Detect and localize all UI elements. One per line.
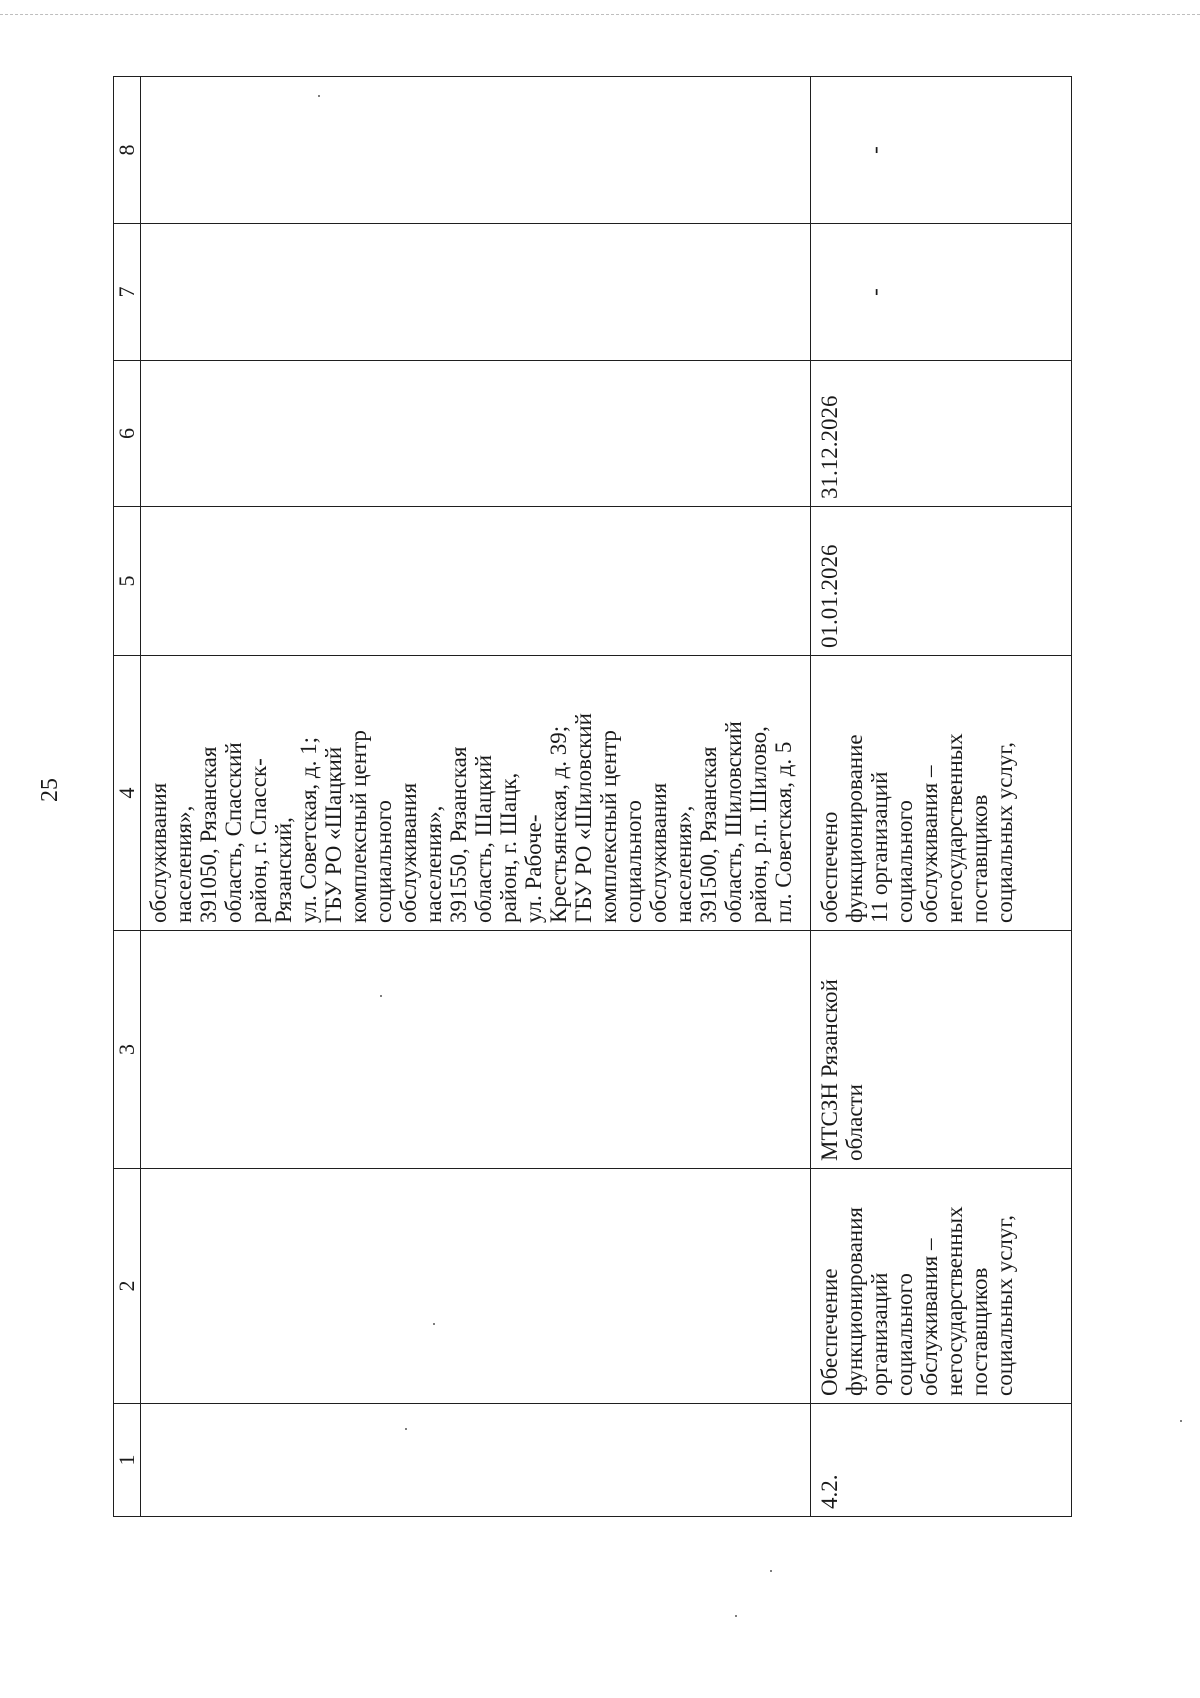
cont-col4-line: обслуживания — [646, 782, 671, 923]
row42-col2-line: Обеспечение — [817, 1268, 842, 1396]
cont-col4-line: район, р.п. Шилово, — [746, 726, 771, 923]
scan-edge-line — [0, 14, 1200, 15]
row42-col2-line: организаций — [867, 1272, 892, 1396]
row42-col4-line: обеспечено — [817, 811, 842, 923]
row42-col4-line: негосударственных — [942, 733, 967, 923]
table-row-4-2 — [811, 77, 1072, 1517]
scan-speck — [735, 1615, 737, 1617]
header-cell-1: 1 — [114, 1404, 141, 1517]
cont-col4-line: область, Шиловский — [721, 721, 746, 923]
row42-col8-dash: - — [862, 146, 887, 154]
cont-cell-8 — [141, 77, 811, 224]
cont-col4-line: район, г. Спасск- — [246, 758, 271, 923]
cont-col4-line: населения», — [671, 805, 696, 923]
cont-col4-line: район, г. Шацк, — [496, 772, 521, 923]
row42-result — [811, 656, 1072, 931]
scan-speck — [318, 95, 320, 97]
row42-col4-line: социальных услуг, — [992, 742, 1017, 923]
header-cell-7: 7 — [114, 224, 141, 361]
cont-col4-line: пл. Советская, д. 5 — [771, 741, 796, 923]
header-cell-4: 4 — [114, 656, 141, 931]
cont-cell-5 — [141, 507, 811, 656]
cont-cell-6 — [141, 361, 811, 507]
cont-col4-line: Рязанский, — [271, 817, 296, 923]
row42-col2-line: функционирования — [842, 1206, 867, 1396]
header-cell-6: 6 — [114, 361, 141, 507]
cont-col4-line: населения», — [171, 805, 196, 923]
row42-col4-line: социального — [892, 800, 917, 923]
cont-cell-3 — [141, 931, 811, 1169]
cont-col4-line: область, Спасский — [221, 742, 246, 923]
row42-col2-line: негосударственных — [942, 1206, 967, 1396]
header-row — [114, 77, 141, 1517]
cont-col4-line: 391550, Рязанская — [446, 746, 471, 923]
row42-responsible — [811, 931, 1072, 1169]
cont-col4-line: 391050, Рязанская — [196, 746, 221, 923]
row42-col4-line: функционирование — [842, 734, 867, 923]
cont-col4-line: ул. Рабоче- — [521, 814, 546, 923]
row42-col7 — [811, 224, 1072, 361]
scan-speck — [770, 1570, 772, 1572]
rotated-table-container — [113, 77, 1072, 1517]
row42-col3-line: области — [842, 1084, 867, 1161]
scan-speck — [405, 1428, 407, 1430]
cont-col4-line: социального — [621, 800, 646, 923]
row42-number: 4.2. — [811, 1404, 1072, 1517]
scan-speck — [433, 1323, 435, 1325]
row42-start-date: 01.01.2026 — [811, 507, 1072, 656]
cont-col4-line: Крестьянская, д. 39; — [546, 725, 571, 923]
cont-col4-line: комплексный центр — [346, 730, 371, 923]
page-number: 25 — [37, 778, 63, 802]
row42-col2-line: поставщиков — [967, 1267, 992, 1396]
cont-col4-line: ГБУ РО «Шиловский — [571, 713, 596, 923]
cont-col4-line: населения», — [421, 805, 446, 923]
row42-end-date: 31.12.2026 — [811, 361, 1072, 507]
row42-col4-line: 11 организаций — [867, 771, 892, 923]
program-table — [113, 76, 1072, 1517]
row42-col4-line: поставщиков — [967, 794, 992, 923]
row42-col8 — [811, 77, 1072, 224]
row42-col2-line: социальных услуг, — [992, 1215, 1017, 1396]
cont-cell-1 — [141, 1404, 811, 1517]
scan-speck — [1180, 1420, 1182, 1422]
row42-col3-line: МТСЗН Рязанской — [817, 979, 842, 1161]
cont-cell-7 — [141, 224, 811, 361]
cont-col4-line: обслуживания — [396, 782, 421, 923]
cont-col4-line: 391500, Рязанская — [696, 746, 721, 923]
header-cell-5: 5 — [114, 507, 141, 656]
cont-col4-line: комплексный центр — [596, 730, 621, 923]
table-row-continuation — [141, 77, 811, 1517]
cont-col4-line: ул. Советская, д. 1; — [296, 737, 321, 923]
cont-cell-4 — [141, 656, 811, 931]
scan-speck — [380, 995, 382, 997]
row42-col2-line: обслуживания – — [917, 1238, 942, 1396]
cont-col4-line: область, Шацкий — [471, 754, 496, 923]
cont-cell-2 — [141, 1169, 811, 1404]
row42-activity — [811, 1169, 1072, 1404]
header-cell-8: 8 — [114, 77, 141, 224]
header-cell-3: 3 — [114, 931, 141, 1169]
row42-col7-dash: - — [862, 288, 887, 296]
cont-col4-line: ГБУ РО «Шацкий — [321, 746, 346, 923]
cont-col4-line: обслуживания — [146, 782, 171, 923]
row42-col2-line: социального — [892, 1273, 917, 1396]
header-cell-2: 2 — [114, 1169, 141, 1404]
cont-col4-line: социального — [371, 800, 396, 923]
row42-col4-line: обслуживания – — [917, 765, 942, 923]
